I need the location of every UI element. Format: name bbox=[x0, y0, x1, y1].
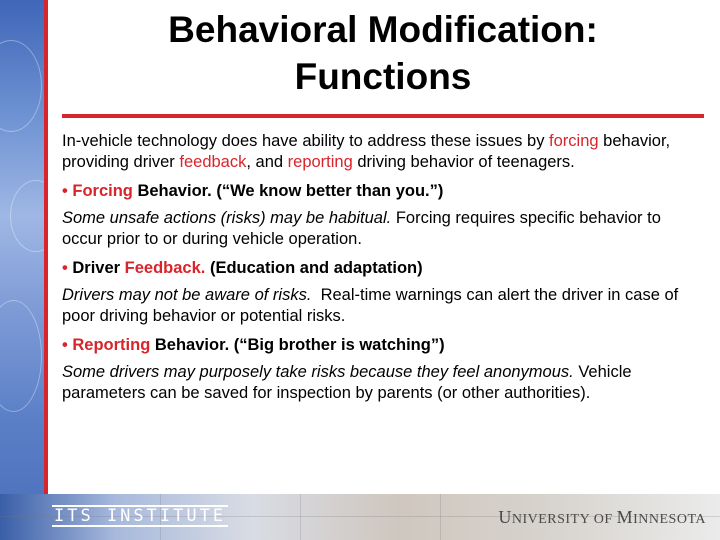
footer-banner bbox=[0, 494, 720, 540]
heading-rest: (Education and adaptation) bbox=[205, 259, 423, 277]
heading-rest: Behavior. (“We know better than you.”) bbox=[132, 182, 444, 200]
map-contour bbox=[10, 180, 44, 252]
logo-letters: INNESOTA bbox=[633, 512, 706, 527]
section-italic: Some drivers may purposely take risks because they feel anonymous. bbox=[62, 363, 574, 381]
logo-letters: NIVERSITY bbox=[511, 512, 590, 527]
decorative-map-side-panel bbox=[0, 0, 44, 540]
bullet-icon: • bbox=[62, 182, 68, 200]
heading-rest: Behavior. (“Big brother is watching”) bbox=[150, 336, 445, 354]
logo-letter: U bbox=[498, 507, 512, 527]
heading-red-word: Forcing bbox=[72, 182, 133, 200]
map-gridline bbox=[300, 494, 301, 540]
section-body-reporting bbox=[62, 362, 702, 404]
section-body-text: Real-time warnings can alert the driver in case of poor driving behavior or potential risks. bbox=[62, 286, 683, 325]
section-italic: Drivers may not be aware of risks. bbox=[62, 286, 312, 304]
bullet-icon: • bbox=[62, 259, 68, 277]
intro-text-4: driving behavior of teenagers. bbox=[352, 153, 575, 171]
logo-letters: OF bbox=[589, 512, 617, 527]
bullet-heading-feedback bbox=[62, 258, 702, 279]
section-body-text: Vehicle parameters can be saved for inspection by parents (or other authorities). bbox=[62, 363, 632, 402]
slide-body bbox=[62, 131, 702, 412]
heading-lead: Driver bbox=[67, 259, 125, 277]
logo-letter: M bbox=[616, 507, 634, 527]
intro-reporting: reporting bbox=[287, 153, 353, 171]
slide-title bbox=[62, 6, 704, 100]
map-contour bbox=[0, 300, 42, 412]
its-institute-logo: ITS INSTITUTE bbox=[54, 506, 227, 526]
section-italic: Some unsafe actions (risks) may be habitual. bbox=[62, 209, 392, 227]
intro-text-1: In-vehicle technology does have ability to address these issues by bbox=[62, 132, 550, 150]
map-gridline bbox=[440, 494, 441, 540]
title-line-2: Functions bbox=[294, 56, 472, 97]
red-title-underline bbox=[62, 114, 704, 118]
heading-red-word: Reporting bbox=[72, 336, 151, 354]
bullet-icon: • bbox=[62, 336, 68, 354]
map-contour bbox=[0, 40, 42, 132]
title-line-1: Behavioral Modification: bbox=[168, 9, 598, 50]
intro-text-2: behavior, providing driver bbox=[62, 132, 671, 171]
intro-forcing: forcing bbox=[549, 132, 599, 150]
bullet-heading-forcing bbox=[62, 181, 702, 202]
section-body-forcing bbox=[62, 208, 702, 250]
red-vertical-divider bbox=[44, 0, 48, 494]
intro-text-3: , and bbox=[246, 153, 288, 171]
bullet-heading-reporting bbox=[62, 335, 702, 356]
intro-paragraph bbox=[62, 131, 702, 173]
section-body-text: Forcing requires specific behavior to occur prior to or during vehicle operation. bbox=[62, 209, 661, 248]
section-body-feedback bbox=[62, 285, 702, 327]
university-of-minnesota-logo bbox=[498, 507, 706, 528]
intro-feedback: feedback bbox=[179, 153, 247, 171]
heading-red-word: Feedback. bbox=[124, 259, 206, 277]
